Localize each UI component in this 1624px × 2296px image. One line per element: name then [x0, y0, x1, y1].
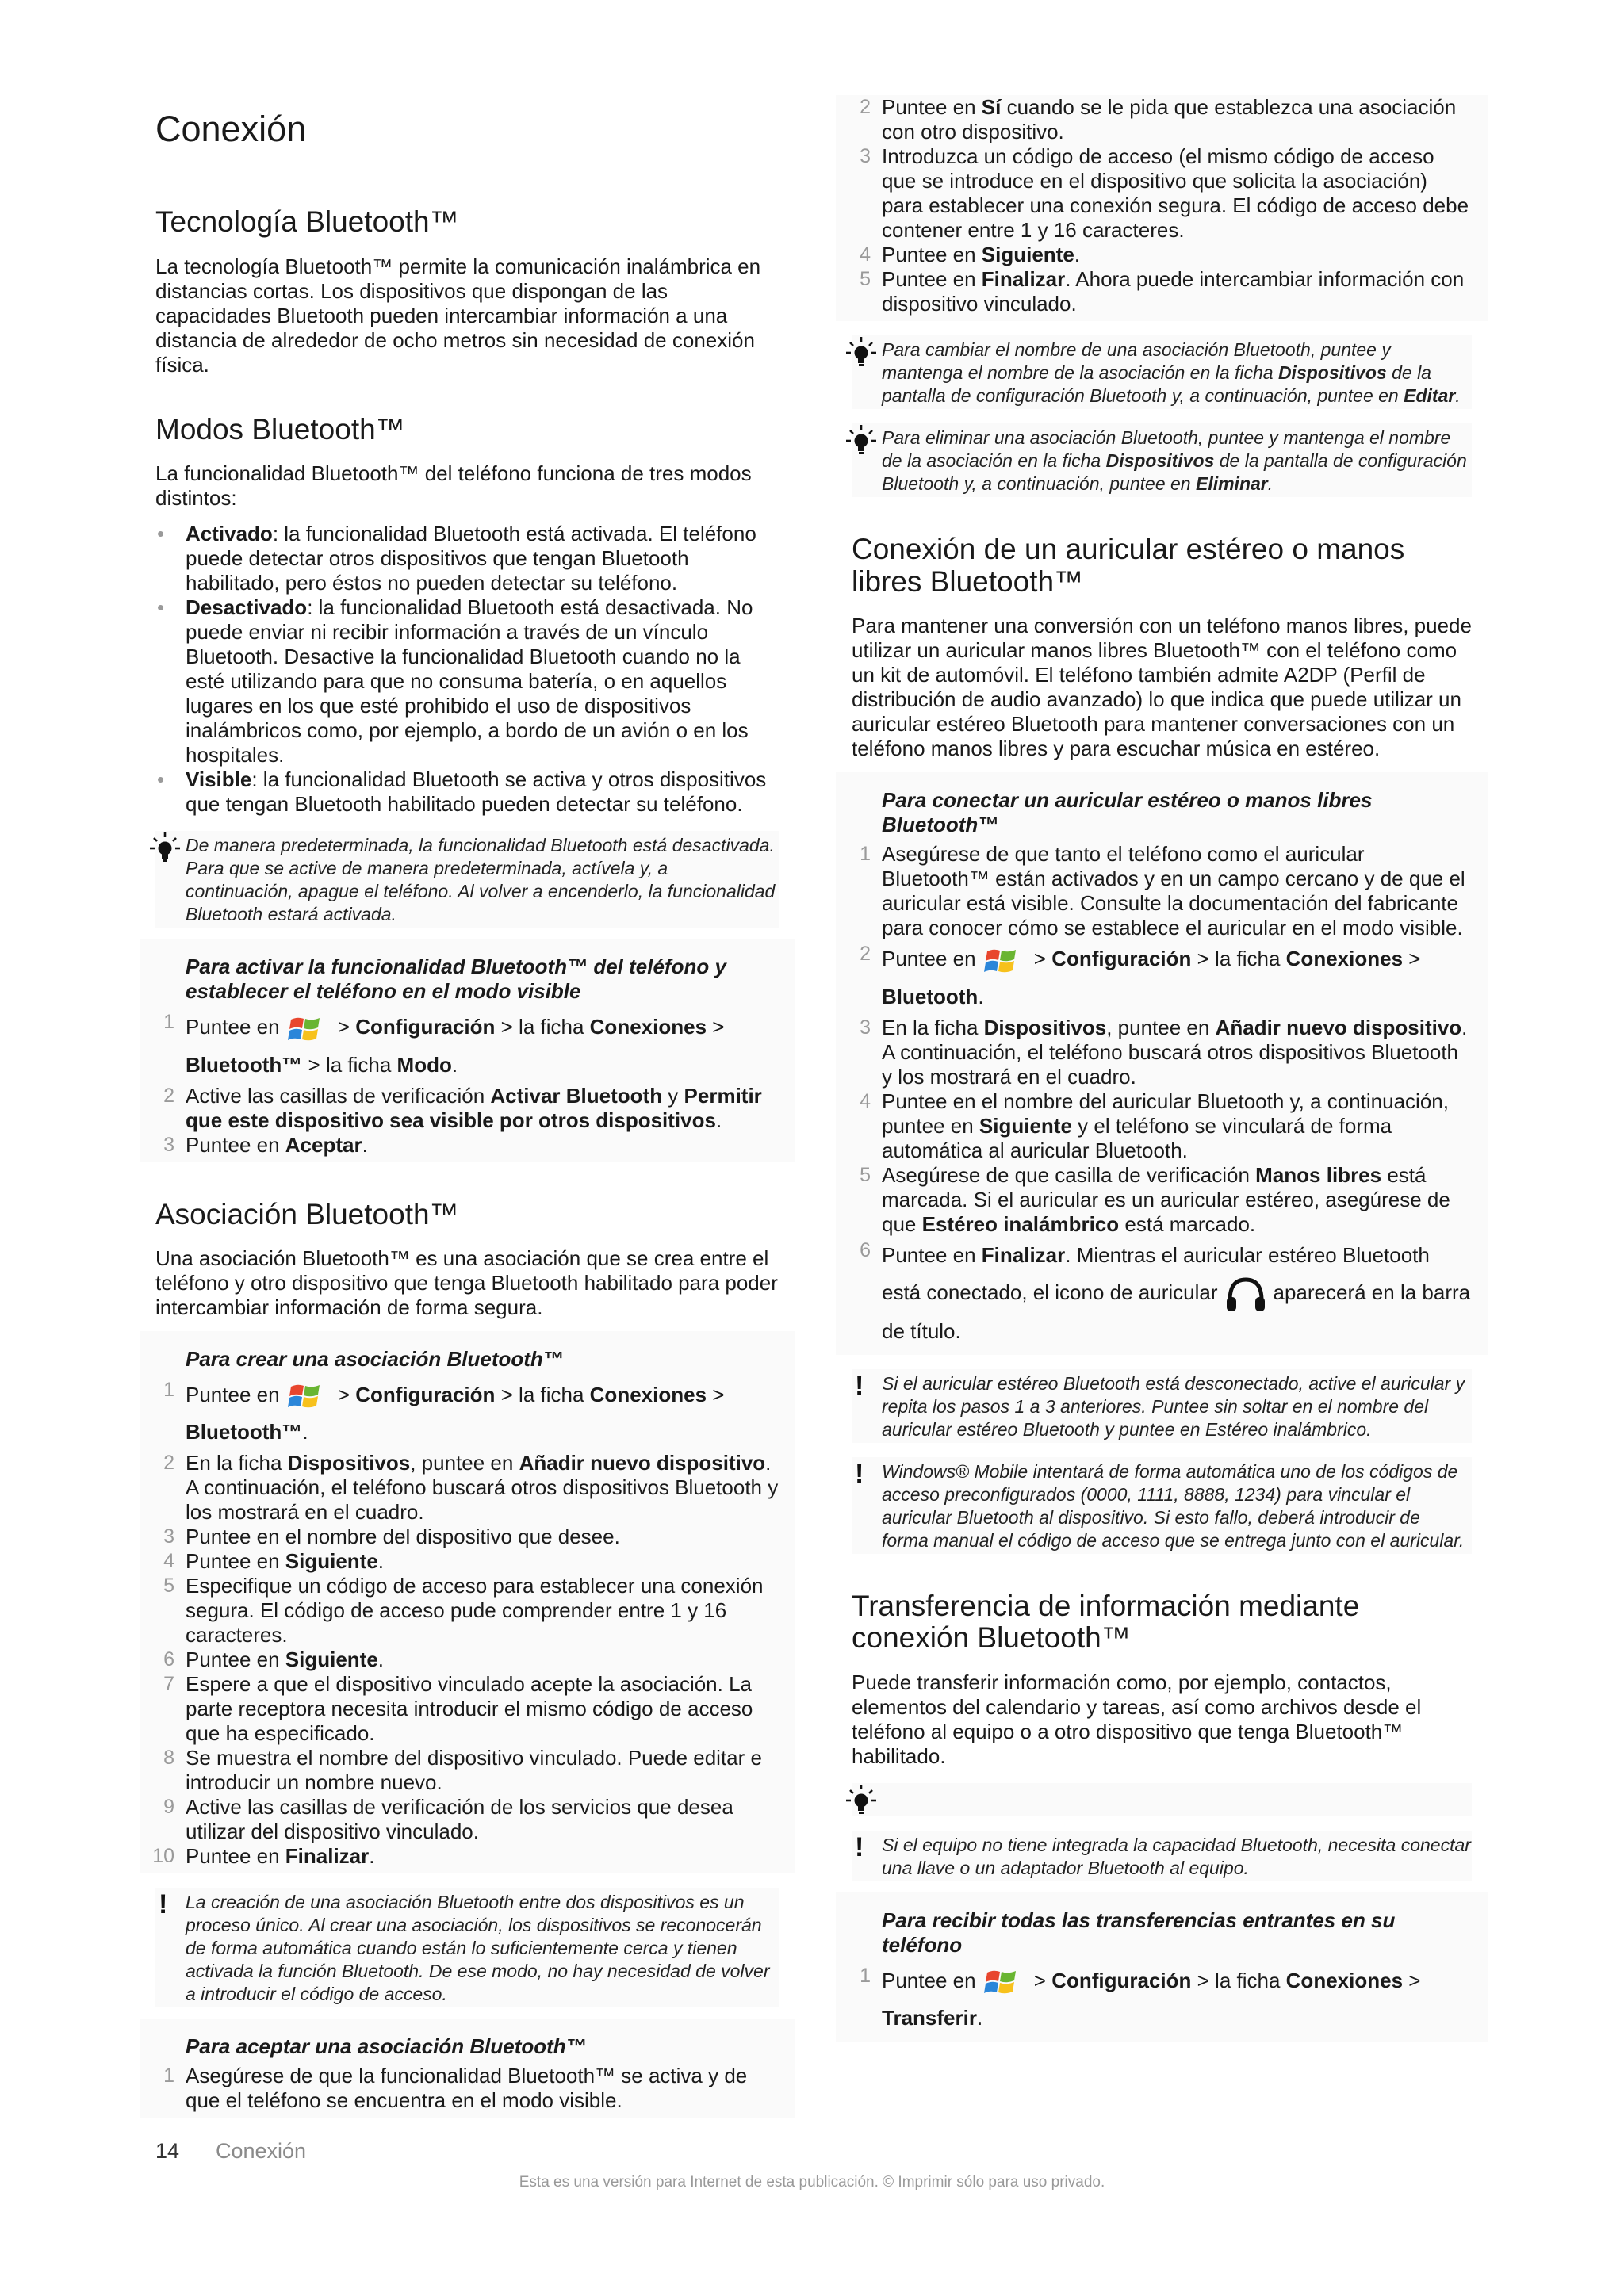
- list-item: 4 Puntee en Siguiente.: [860, 243, 1081, 266]
- windows-start-icon: [286, 1012, 324, 1047]
- list-item: 3 Puntee en Aceptar.: [163, 1132, 368, 1157]
- list-item: 1 Puntee en > Configuración > la ficha Conexiones > Transferir.: [860, 1965, 1421, 2030]
- transfer-heading: Transferencia de información mediante conexión Bluetooth™: [852, 1589, 1360, 1655]
- procedure-accept-pairing-cont: [836, 95, 1488, 321]
- list-item: 6 Puntee en Finalizar. Mientras el auricular estéreo Bluetooth está conectado, el icono de auricular aparecerá en la barra de título.: [860, 1238, 1471, 1343]
- tip-text: Para eliminar una asociación Bluetooth, puntee y mantenga el nombre de la asociación en la ficha Dispositivos de la pantalla de configuración Bluetooth y, a continuación, puntee en Eliminar.: [882, 427, 1467, 494]
- tip-note-empty: [852, 1783, 1472, 1816]
- lightbulb-icon: [147, 831, 182, 866]
- exclamation-icon: !: [159, 1889, 168, 1920]
- bluetooth-technology-heading: Tecnología Bluetooth™: [155, 205, 459, 238]
- bluetooth-modes-heading: Modos Bluetooth™: [155, 412, 405, 446]
- page-number: 14: [155, 2139, 180, 2163]
- list-item: 9 Active las casillas de verificación de los servicios que desea utilizar del dispositivo vinculado.: [163, 1795, 733, 1844]
- tip-note: [155, 831, 779, 928]
- procedure-title: Para recibir todas las transferencias entrantes en su teléfono: [882, 1908, 1396, 1957]
- list-item: 1 Puntee en > Configuración > la ficha Conexiones > Bluetooth™ > la ficha Modo.: [163, 1011, 725, 1077]
- list-item: 5 Asegúrese de que casilla de verificación Manos libres está marcada. Si el auricular es un auricular estéreo, asegúrese de que Estéreo inalámbrico está marcado.: [860, 1162, 1450, 1236]
- exclamation-icon: !: [855, 1370, 864, 1401]
- bluetooth-pairing-text: Una asociación Bluetooth™ es una asociación que se crea entre el teléfono y otro dispositivo que tenga Bluetooth habilitado para poder intercambiar información de forma segura.: [155, 1246, 778, 1320]
- list-item: 10 Puntee en Finalizar.: [152, 1844, 375, 1869]
- tip-note: [852, 423, 1472, 497]
- footer-copyright: Esta es una versión para Internet de esta publicación. © Imprimir sólo para uso privado.: [519, 2174, 1105, 2191]
- list-item: 3 Puntee en el nombre del dispositivo que desee.: [163, 1525, 620, 1549]
- list-item: 6 Puntee en Siguiente.: [163, 1647, 385, 1672]
- list-item: 2 Active las casillas de verificación Activar Bluetooth y Permitir que este dispositivo sea visible por otros dispositivos.: [163, 1083, 762, 1132]
- chapter-title: Conexión: [155, 109, 307, 149]
- procedure-title: Para aceptar una asociación Bluetooth™: [186, 2034, 587, 2059]
- headset-icon: [1223, 1275, 1269, 1313]
- bluetooth-pairing-heading: Asociación Bluetooth™: [155, 1197, 459, 1230]
- list-item: 3 En la ficha Dispositivos, puntee en Añadir nuevo dispositivo. A continuación, el teléfono buscará otros dispositivos Bluetooth y los mostrará en el cuadro.: [860, 1015, 1468, 1089]
- warning-note: [852, 1831, 1472, 1881]
- list-item: 2 Puntee en > Configuración > la ficha Conexiones > Bluetooth.: [860, 943, 1421, 1008]
- list-item: 2 En la ficha Dispositivos, puntee en Añadir nuevo dispositivo. A continuación, el teléfono buscará otros dispositivos Bluetooth y los mostrará en el cuadro.: [163, 1451, 779, 1525]
- list-item: 1 Asegúrese de que tanto el teléfono como el auricular Bluetooth™ están activados y en un campo cercano y de que el auricular está visible. Consulte la documentación del fabricante para conocer cómo se establece el auricular en el modo visible.: [860, 842, 1465, 940]
- warning-text: La creación de una asociación Bluetooth entre dos dispositivos es un proceso único. Al crear una asociación, los dispositivos se reconocerán de forma automática cuando están lo suficientemente cerca y tienen activada la función Bluetooth. De ese modo, no hay necesidad de volver a introducir el código de acceso.: [186, 1892, 770, 2005]
- procedure-title: Para activar la funcionalidad Bluetooth™ del teléfono y establecer el teléfono en el modo visible: [186, 955, 726, 1004]
- list-item: 1 Puntee en > Configuración > la ficha Conexiones > Bluetooth™.: [163, 1379, 725, 1445]
- warning-text: Si el equipo no tiene integrada la capacidad Bluetooth, necesita conectar una llave o un adaptador Bluetooth al equipo.: [882, 1835, 1471, 1878]
- bluetooth-modes-intro: La funcionalidad Bluetooth™ del teléfono funciona de tres modos distintos:: [155, 461, 752, 511]
- right-column: [852, 95, 1472, 2042]
- procedure-title: Para crear una asociación Bluetooth™: [186, 1347, 564, 1372]
- list-item: 4 Puntee en el nombre del auricular Bluetooth y, a continuación, puntee en Siguiente y el teléfono se vinculará de forma automática al auricular Bluetooth.: [860, 1089, 1449, 1162]
- list-item: 4 Puntee en Siguiente.: [163, 1549, 385, 1574]
- procedure-activate: [140, 939, 795, 1161]
- tip-note: [852, 335, 1472, 409]
- headset-text: Para mantener una conversión con un teléfono manos libres, puede utilizar un auricular manos libres Bluetooth™ con el teléfono como un kit de automóvil. El teléfono también admite A2DP (Perfil de distribución de audio avanzado) lo que indica que puede utilizar un auricular estéreo Bluetooth para mantener conversaciones con un teléfono manos libres y para escuchar música en estéreo.: [852, 614, 1472, 761]
- lightbulb-icon: [844, 1783, 879, 1818]
- tip-text: De manera predeterminada, la funcionalidad Bluetooth está desactivada. Para que se active de manera predeterminada, actívela y, a continuación, apague el teléfono. Al volver a encenderlo, la funcionalidad Bluetooth estará activada.: [186, 835, 776, 925]
- procedure-connect-headset: [836, 772, 1488, 1354]
- list-item: • Desactivado: la funcionalidad Bluetooth está desactivada. No puede enviar ni recibir información a través de un vínculo Bluetooth. Desactive la funcionalidad Bluetooth cuando no la esté utilizando para que no consuma batería, o en aquellos lugares en los que esté prohibido el uso de dispositivos inalámbricos como, por ejemplo, a bordo de un avión o en los hospitales.: [155, 595, 779, 767]
- list-item: 3 Introduzca un código de acceso (el mismo código de acceso que se introduce en el dispositivo que solicita la asociación) para establecer una conexión segura. El código de acceso debe contener entre 1 y 16 caracteres.: [860, 144, 1469, 242]
- list-item: • Activado: la funcionalidad Bluetooth está activada. El teléfono puede detectar otros dispositivos que tengan Bluetooth habilitado, pero éstos no pueden detectar su teléfono.: [155, 522, 779, 595]
- windows-start-icon: [286, 1379, 324, 1414]
- bluetooth-technology-text: La tecnología Bluetooth™ permite la comunicación inalámbrica en distancias cortas. Los dispositivos que dispongan de las capacidades Bluetooth pueden intercambiar información a una distancia de alrededor de ocho metros sin necesidad de conexión física.: [155, 254, 761, 377]
- transfer-text: Puede transferir información como, por ejemplo, contactos, elementos del calendario y tareas, así como archivos desde el teléfono al equipo o a otro dispositivo que tenga Bluetooth™ habilitado.: [852, 1670, 1422, 1768]
- headset-heading: Conexión de un auricular estéreo o manos libres Bluetooth™: [852, 533, 1405, 598]
- lightbulb-icon: [844, 423, 879, 458]
- warning-text: Si el auricular estéreo Bluetooth está desconectado, active el auricular y repita los pasos 1 a 3 anteriores. Puntee sin soltar en el nombre del auricular estéreo Bluetooth y puntee en Estéreo inalámbrico.: [882, 1372, 1465, 1440]
- exclamation-icon: !: [855, 1832, 864, 1862]
- procedure-title: Para conectar un auricular estéreo o manos libres Bluetooth™: [882, 788, 1373, 837]
- list-item: 8 Se muestra el nombre del dispositivo vinculado. Puede editar e introducir un nombre nuevo.: [163, 1746, 762, 1795]
- warning-note: [155, 1888, 779, 2007]
- left-column: [152, 95, 779, 2118]
- windows-start-icon: [982, 1965, 1021, 1999]
- list-item: 5 Especifique un código de acceso para establecer una conexión segura. El código de acceso pude comprender entre 1 y 16 caracteres.: [163, 1574, 764, 1647]
- footer-section: Conexión: [216, 2139, 307, 2163]
- tip-text: Para cambiar el nombre de una asociación Bluetooth, puntee y mantenga el nombre de la asociación en la ficha Dispositivos de la pantalla de configuración Bluetooth y, a continuación, puntee en Editar.: [882, 339, 1461, 406]
- list-item: 1 Asegúrese de que la funcionalidad Bluetooth™ se activa y de que el teléfono se encuentra en el modo visible.: [163, 2064, 748, 2113]
- warning-note: [852, 1369, 1472, 1443]
- modes-list: [155, 522, 779, 817]
- list-item: 2 Puntee en Sí cuando se le pida que establezca una asociación con otro dispositivo.: [860, 95, 1457, 144]
- list-item: 5 Puntee en Finalizar. Ahora puede intercambiar información con dispositivo vinculado.: [860, 267, 1465, 316]
- warning-text: Windows® Mobile intentará de forma automática uno de los códigos de acceso preconfigurados (0000, 1111, 8888, 1234) para vincular el auricular Bluetooth al dispositivo. Si esto fallo, deberá introducir de forma manual el código de acceso que se entrega junto con el auricular.: [882, 1460, 1465, 1551]
- procedure-accept-pairing: [140, 2019, 795, 2118]
- procedure-receive-transfers: [836, 1892, 1488, 2042]
- lightbulb-icon: [844, 335, 879, 370]
- warning-note: [852, 1457, 1472, 1554]
- windows-start-icon: [982, 943, 1021, 978]
- list-item: 7 Espere a que el dispositivo vinculado acepte la asociación. La parte receptora necesita introducir el mismo código de acceso que ha especificado.: [163, 1672, 753, 1746]
- exclamation-icon: !: [855, 1458, 864, 1489]
- list-item: • Visible: la funcionalidad Bluetooth se activa y otros dispositivos que tengan Bluetooth habilitado pueden detectar su teléfono.: [155, 767, 779, 817]
- procedure-create-pairing: [140, 1331, 795, 1873]
